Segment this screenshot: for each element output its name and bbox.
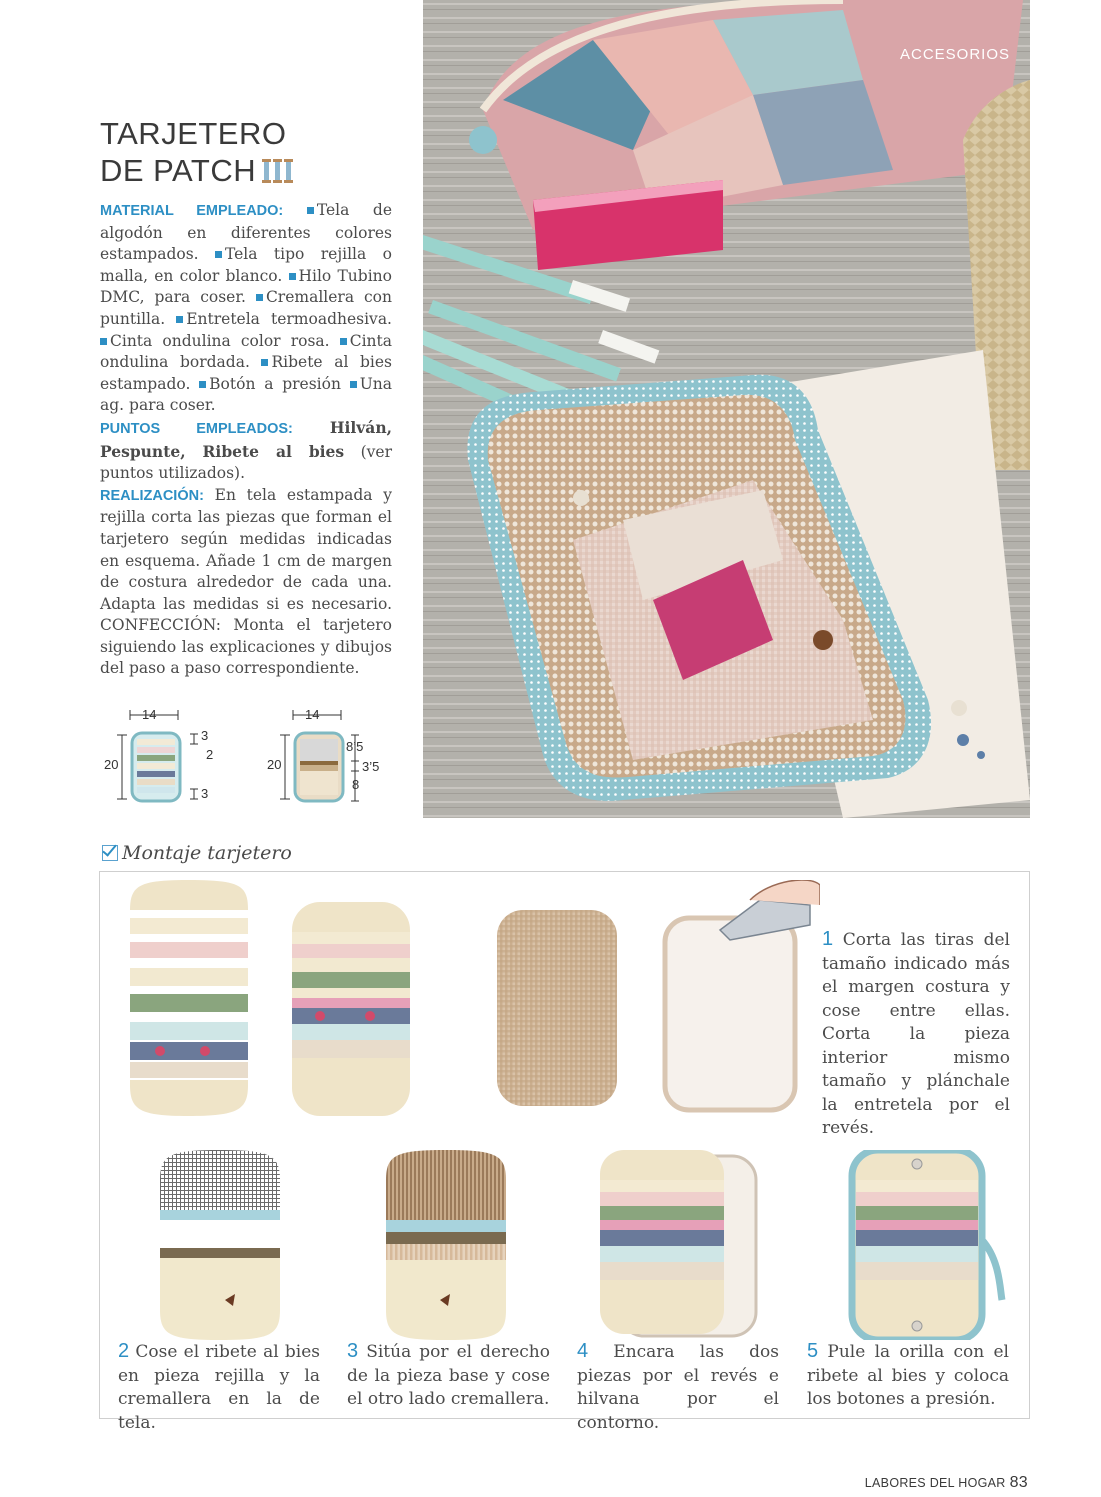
schematic-inner <box>267 707 397 807</box>
step-2-text: 2 Cose el ribete al bies en pieza rejilla y la cremallera en la de tela. <box>118 1340 321 1433</box>
material-item: Hilo Tubino DMC, para coser. <box>100 266 392 307</box>
step-5-text: 5 Pule la orilla con el ribete al bies y coloca los botones a presión. <box>807 1340 1009 1409</box>
schematic-outer <box>104 707 234 807</box>
spool-difficulty-icon <box>262 154 295 191</box>
material-item: Cinta ondulina color rosa. <box>110 331 330 350</box>
page-footer <box>865 1474 1028 1492</box>
title-line-2: DE PATCH <box>100 152 400 191</box>
steps-2-5-illustration <box>140 1150 1010 1340</box>
material-item: Cinta ondulina bordada. <box>100 331 393 372</box>
article-title <box>100 115 400 191</box>
material-item: Entretela termoadhesiva. <box>186 309 392 328</box>
material-item: Ribete al bies estampado. <box>100 353 393 393</box>
schematic-1-measure-1: 3 <box>201 728 209 743</box>
checkmark-icon <box>102 845 118 861</box>
schematic-2-measure-3: 8 <box>352 777 360 792</box>
material-item: Tela de algodón en diferentes colores estampados. <box>100 201 392 264</box>
section-label: ACCESORIOS <box>900 46 1011 63</box>
puntos-text: (ver puntos utilizados). <box>100 442 392 483</box>
schematic-2-height: 20 <box>267 757 282 772</box>
step-number: 5 <box>807 1340 819 1362</box>
realizacion-heading: REALIZACIÓN: <box>100 487 204 504</box>
schematic-1-height: 20 <box>104 757 119 772</box>
material-item: Tela tipo rejilla o malla, en color blanco. <box>100 245 392 285</box>
puntos-text-bold: Hilván, Pespunte, Ribete al bies <box>100 417 392 461</box>
magazine-name: LABORES DEL HOGAR <box>864 1476 1006 1490</box>
schematic-1-measure-3: 3 <box>201 786 209 801</box>
step-number: 2 <box>118 1340 130 1362</box>
material-item: Una ag. para coser. <box>100 374 393 415</box>
schematic-1-measure-2: 2 <box>206 747 214 762</box>
page-number: 83 <box>1009 1474 1028 1491</box>
step-4-text: 4 Encara las dos piezas por el revés e hilvana por el contorno. <box>577 1340 779 1433</box>
puntos-heading: PUNTOS EMPLEADOS: <box>100 420 293 437</box>
realizacion-text: En tela estampada y rejilla corta las piezas que forman el tarjetero según medidas indicadas en esquema. Añade 1 cm de margen de costura alrededor de cada una. Adapta las medidas si es necesario. CONFECCIÓN: Monta el tarjetero siguiendo las explicaciones y dibujos del paso a paso correspondiente. <box>100 485 392 678</box>
step-3-text: 3 Sitúa por el derecho de la pieza base y cose el otro lado cremallera. <box>347 1340 550 1409</box>
instructions-text <box>100 200 392 680</box>
step-1-text: 1 Corta las tiras del tamaño indicado más el margen costura y cose entre ellas. Corta la pieza interior mismo tamaño y plánchale la entretela por el revés. <box>822 928 1010 1138</box>
product-photo <box>423 0 1030 818</box>
step-number: 3 <box>347 1340 359 1362</box>
step-number: 1 <box>822 928 834 950</box>
title-line-1: TARJETERO <box>100 116 287 151</box>
material-item: Cremallera con puntilla. <box>100 288 392 328</box>
step-1-illustration <box>120 880 820 1120</box>
schematic-2-measure-1: 8’5 <box>346 739 364 754</box>
material-heading: MATERIAL EMPLEADO: <box>100 203 284 219</box>
material-item: Botón a presión <box>209 374 341 393</box>
schematic-2-measure-2: 3’5 <box>362 759 380 774</box>
schematic-2-width: 14 <box>305 707 320 722</box>
montaje-title: Montaje tarjetero <box>102 842 292 864</box>
schematic-1-width: 14 <box>142 707 157 722</box>
step-number: 4 <box>577 1340 589 1362</box>
